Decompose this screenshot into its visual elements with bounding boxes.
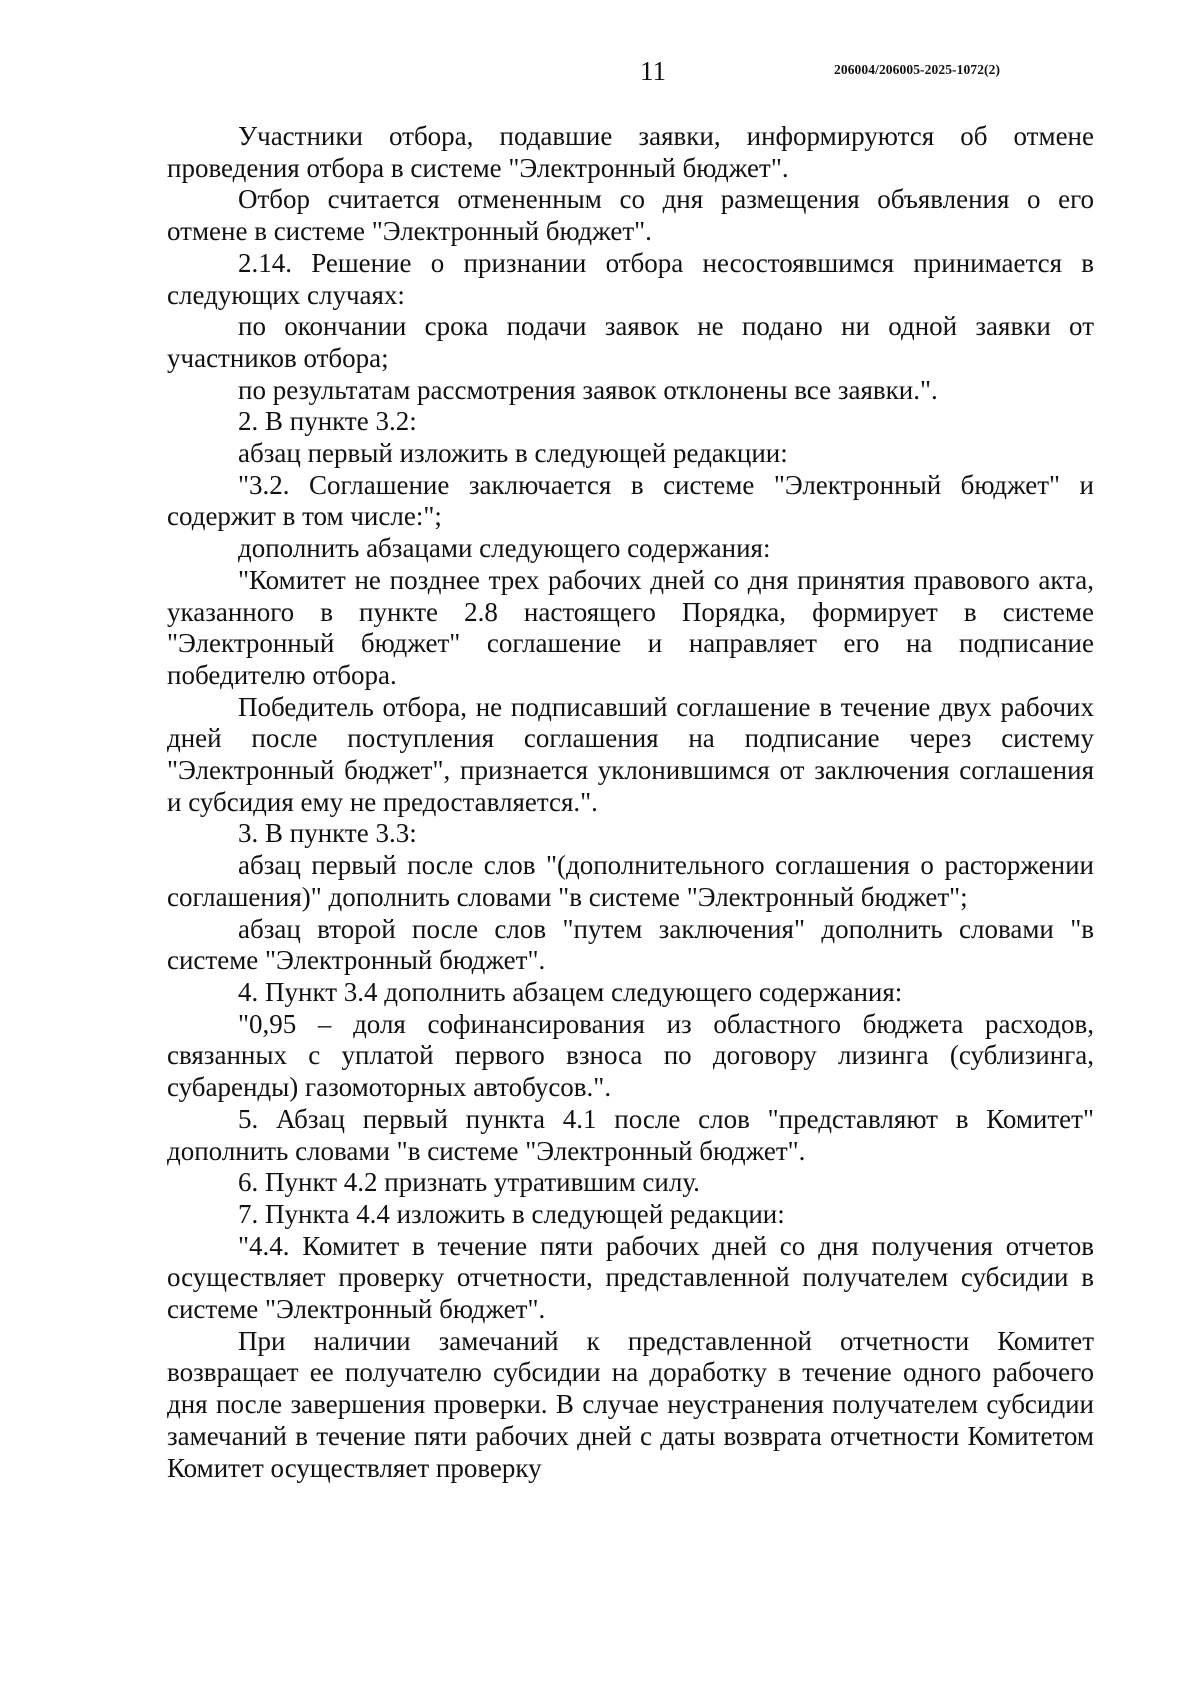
paragraph: "4.4. Комитет в течение пяти рабочих дней со дня получения отчетов осуществляет проверку отчетности, представленной получателем субсидии в системе "Электронный бюджет". — [167, 1230, 1094, 1325]
paragraph: абзац первый после слов "(дополнительного соглашения о расторжении соглашения)" дополнить словами "в системе "Электронный бюджет"; — [167, 850, 1094, 912]
paragraph: 2.14. Решение о признании отбора несостоявшимся принимается в следующих случаях: — [167, 247, 1094, 310]
paragraph: Участники отбора, подавшие заявки, информируются об отмене проведения отбора в системе "Электронный бюджет". — [167, 121, 1094, 183]
paragraph: дополнить абзацами следующего содержания: — [238, 533, 771, 564]
paragraph: При наличии замечаний к представленной отчетности Комитет возвращает ее получателю субсидии на доработку в течение одного рабочего дня после завершения проверки. В случае неустранения получателем субсидии замечаний в течение пяти рабочих дней с даты возврата отчетности Комитетом Комитет осуществляет проверку — [167, 1325, 1094, 1483]
paragraph: Отбор считается отмененным со дня размещения объявления о его отмене в системе "Электронный бюджет". — [167, 184, 1094, 247]
paragraph: 7. Пункта 4.4 изложить в следующей редакции: — [238, 1198, 785, 1229]
paragraph: "0,95 – доля софинансирования из областного бюджета расходов, связанных с уплатой первого взноса по договору лизинга (сублизинга, субаренды) газомоторных автобусов.". — [167, 1008, 1094, 1103]
paragraph: абзац первый изложить в следующей редакции: — [238, 438, 788, 469]
paragraph: 5. Абзац первый пункта 4.1 после слов "представляют в Комитет" дополнить словами "в системе "Электронный бюджет". — [167, 1103, 1094, 1166]
paragraph: 3. В пункте 3.3: — [238, 818, 417, 849]
paragraph: "3.2. Соглашение заключается в системе "Электронный бюджет" и содержит в том числе:"; — [167, 469, 1094, 532]
paragraph: по результатам рассмотрения заявок отклонены все заявки.". — [238, 374, 938, 405]
paragraph: Победитель отбора, не подписавший соглашение в течение двух рабочих дней после поступления соглашения на подписание через систему "Электронный бюджет", признается уклонившимся от заключения соглашения и субсидия ему не предоставляется.". — [167, 691, 1094, 817]
paragraph: абзац второй после слов "путем заключения" дополнить словами "в системе "Электронный бюджет". — [167, 913, 1094, 976]
page-number: 11 — [640, 56, 666, 86]
paragraph: по окончании срока подачи заявок не подано ни одной заявки от участников отбора; — [167, 311, 1094, 373]
paragraph: 6. Пункт 4.2 признать утратившим силу. — [238, 1167, 700, 1198]
document-body — [167, 121, 1094, 1484]
document-code: 206004/206005-2025-1072(2) — [834, 62, 1001, 77]
paragraph: "Комитет не позднее трех рабочих дней со дня принятия правового акта, указанного в пункте 2.8 настоящего Порядка, формирует в системе "Электронный бюджет" соглашение и направляет его на подписание победителю отбора. — [167, 564, 1094, 690]
paragraph: 4. Пункт 3.4 дополнить абзацем следующего содержания: — [238, 976, 903, 1007]
paragraph: 2. В пункте 3.2: — [238, 406, 417, 437]
